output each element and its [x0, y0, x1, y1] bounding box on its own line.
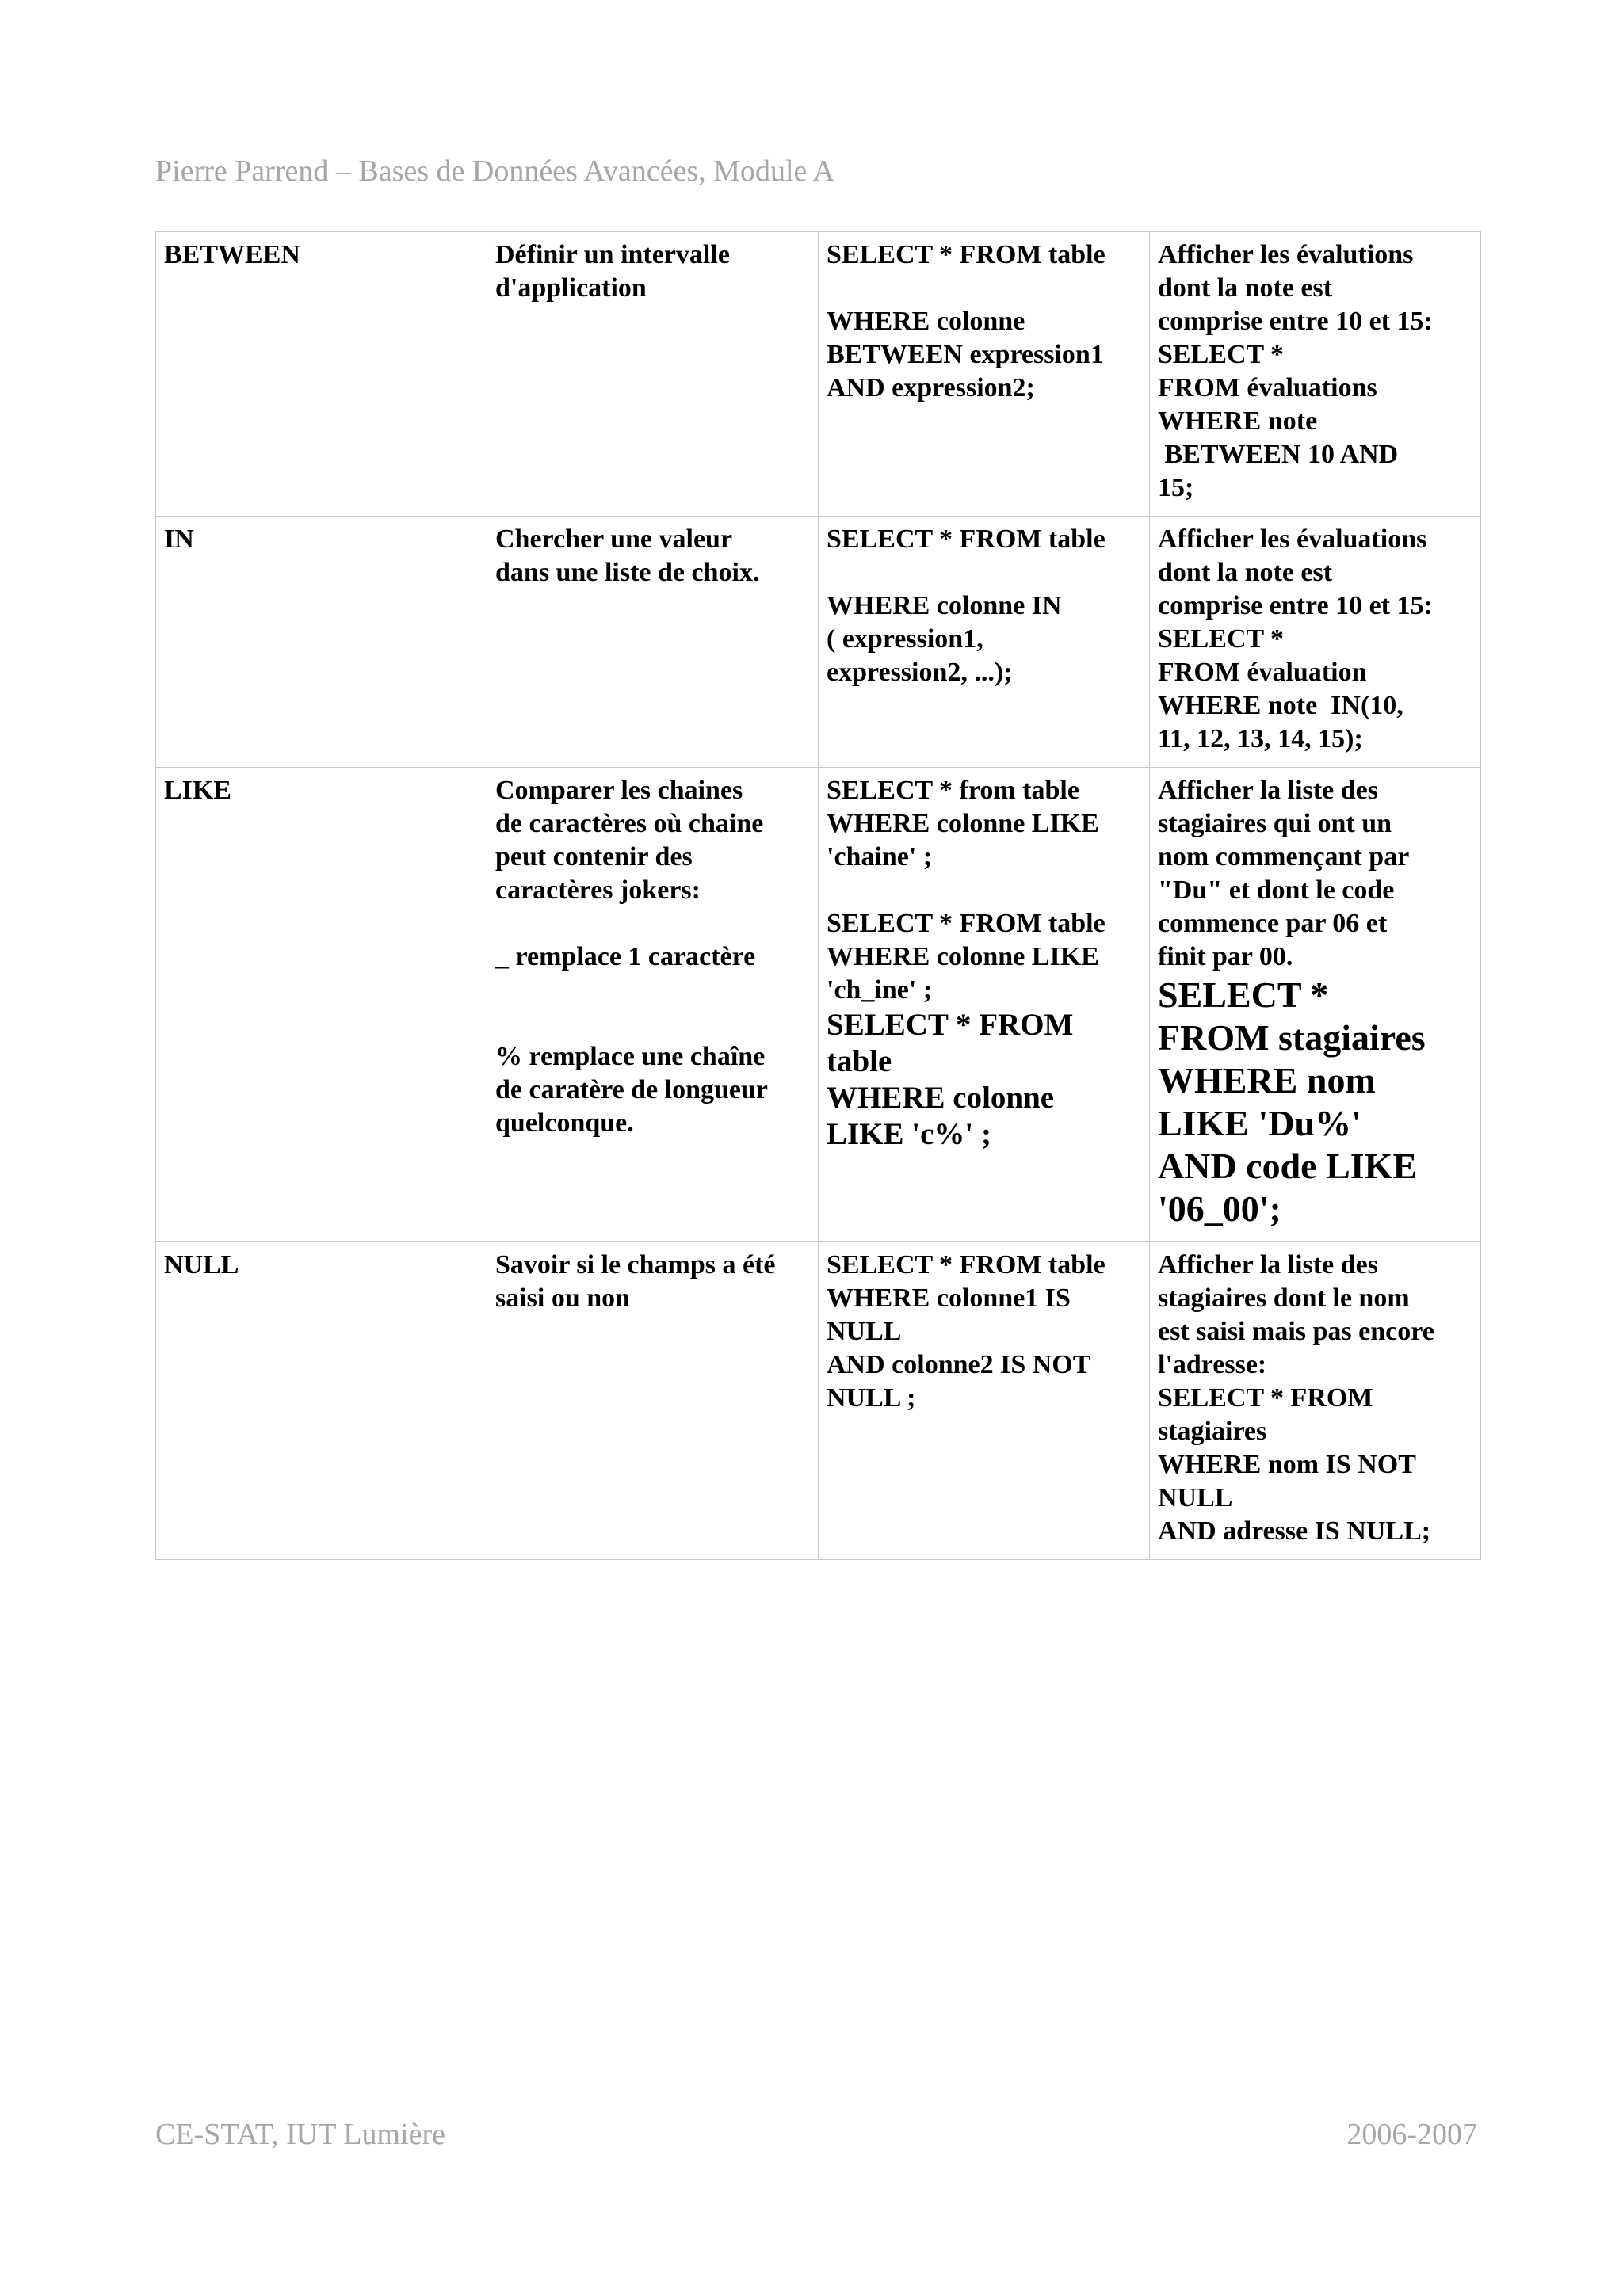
table-row [156, 768, 1481, 1242]
keyword-cell: LIKE [156, 768, 487, 1242]
table-row [156, 232, 1481, 517]
table-row [156, 1242, 1481, 1560]
syntax-cell: SELECT * FROM table WHERE colonne BETWEEN expression1 AND expression2; [819, 232, 1150, 517]
keyword-cell: BETWEEN [156, 232, 487, 517]
keyword-cell: NULL [156, 1242, 487, 1560]
description-cell: Savoir si le champs a été saisi ou non [487, 1242, 819, 1560]
page-header: Pierre Parrend – Bases de Données Avancées, Module A [155, 154, 835, 188]
example-cell: Afficher la liste des stagiaires dont le nom est saisi mais pas encore l'adresse: SELECT * FROM stagiaires WHERE nom IS NOT NULL AND adresse IS NULL; [1150, 1242, 1481, 1560]
table-row [156, 517, 1481, 768]
keyword-cell: IN [156, 517, 487, 768]
syntax-cell: SELECT * FROM table WHERE colonne1 IS NULL AND colonne2 IS NOT NULL ; [819, 1242, 1150, 1560]
description-cell: Comparer les chaines de caractères où chaine peut contenir des caractères jokers: _ remplace 1 caractère % remplace une chaîne de caratère de longueur quelconque. [487, 768, 819, 1242]
footer-institution: CE-STAT, IUT Lumière [155, 2118, 445, 2151]
example-cell: Afficher la liste des stagiaires qui ont un nom commençant par "Du" et dont le code commence par 06 et finit par 00. SELECT * FROM stagiaires WHERE nom LIKE 'Du%' AND code LIKE '06_00'; [1150, 768, 1481, 1242]
footer-year: 2006-2007 [1346, 2118, 1477, 2151]
syntax-cell: SELECT * FROM table WHERE colonne IN ( expression1, expression2, ...); [819, 517, 1150, 768]
syntax-cell: SELECT * from table WHERE colonne LIKE 'chaine' ; SELECT * FROM table WHERE colonne LIKE 'ch_ine' ; SELECT * FROM table WHERE colonne LIKE 'c%' ; [819, 768, 1150, 1242]
example-cell: Afficher les évaluations dont la note est comprise entre 10 et 15: SELECT * FROM évaluation WHERE note IN(10, 11, 12, 13, 14, 15); [1150, 517, 1481, 768]
example-cell: Afficher les évalutions dont la note est comprise entre 10 et 15: SELECT * FROM évaluations WHERE note BETWEEN 10 AND 15; [1150, 232, 1481, 517]
description-cell: Définir un intervalle d'application [487, 232, 819, 517]
description-cell: Chercher une valeur dans une liste de choix. [487, 517, 819, 768]
sql-operators-table [155, 231, 1481, 1560]
